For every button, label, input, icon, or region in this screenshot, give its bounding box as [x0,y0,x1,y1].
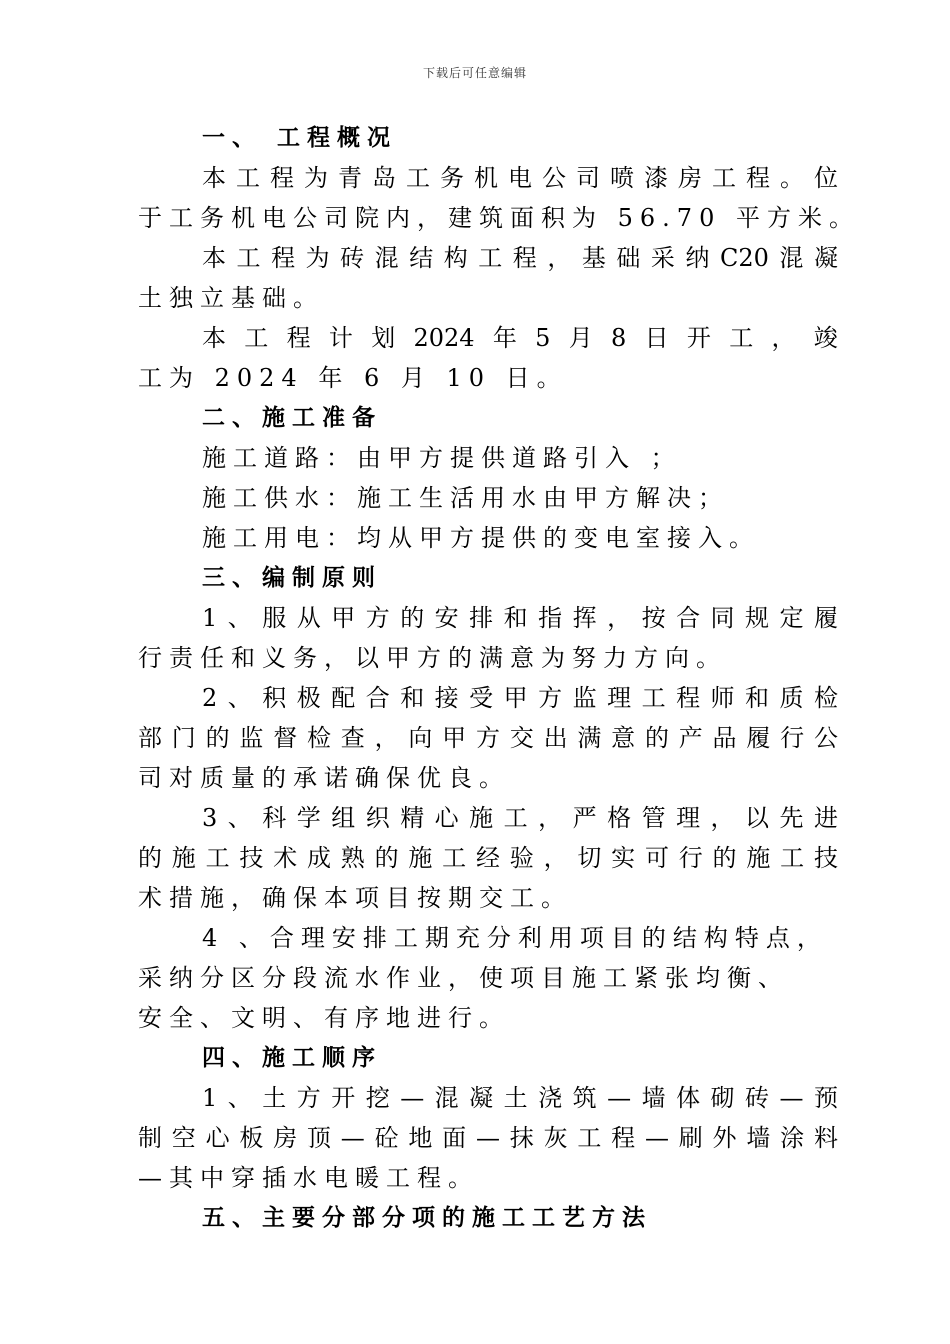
paragraph-line: 土独立基础。 [138,284,324,312]
section-heading: 一、 工程概况 [202,125,398,151]
paragraph-line: 的 施 工 技 术 成 熟 的 施 工 经 验 ， 切 实 可 行 的 施 工 技 [138,844,838,872]
section-heading: 五、主要分部分项的施工工艺方法 [202,1205,652,1231]
section-heading: 二、施工准备 [202,405,382,431]
paragraph-line: 1 、 服 从 甲 方 的 安 排 和 指 挥 ， 按 合 同 规 定 履 [202,604,838,632]
paragraph-line: 采纳分区分段流水作业，使项目施工紧张均衡、 [138,964,789,992]
paragraph-line: 4 、合理安排工期充分利用项目的结构特点， [202,924,828,952]
paragraph-line: 安全、文明、有序地进行。 [138,1004,510,1032]
paragraph-line: —其中穿插水电暖工程。 [138,1164,479,1192]
section-heading: 四、施工顺序 [202,1045,382,1071]
paragraph-line: 本 工 程 为 青 岛 工 务 机 电 公 司 喷 漆 房 工 程 。 位 [202,164,838,192]
paragraph-line: 施工供水：施工生活用水由甲方解决； [202,484,729,512]
paragraph-line: 行责任和义务，以甲方的满意为努力方向。 [138,644,727,672]
paragraph-line: 本 工 程 计 划 2024 年 5 月 8 日 开 工 ， 竣 [202,324,838,352]
section-heading: 三、编制原则 [202,565,382,591]
paragraph-line: 制 空 心 板 房 顶 — 砼 地 面 — 抹 灰 工 程 — 刷 外 墙 涂 料 [138,1124,838,1152]
paragraph-line: 3 、 科 学 组 织 精 心 施 工 ， 严 格 管 理 ， 以 先 进 [202,804,838,832]
paragraph-line: 司对质量的承诺确保优良。 [138,764,510,792]
paragraph-line: 2 、 积 极 配 合 和 接 受 甲 方 监 理 工 程 师 和 质 检 [202,684,838,712]
paragraph-line: 本 工 程 为 砖 混 结 构 工 程 ， 基 础 采 纳 C20 混 凝 [202,244,838,272]
paragraph-line: 工为 2024 年 6 月 10 日。 [138,364,568,392]
paragraph-line: 部 门 的 监 督 检 查 ， 向 甲 方 交 出 满 意 的 产 品 履 行 公 [138,724,838,752]
paragraph-line: 术措施，确保本项目按期交工。 [138,884,572,912]
document-body [138,118,860,1238]
paragraph-line: 施工道路：由甲方提供道路引入 ； [202,444,682,472]
paragraph-line: 1 、 土 方 开 挖 — 混 凝 土 浇 筑 — 墙 体 砌 砖 — 预 [202,1084,838,1112]
paragraph-line: 施工用电：均从甲方提供的变电室接入。 [202,524,760,552]
paragraph-line: 于工务机电公司院内，建筑面积为 56.70 平方米。 [138,204,860,232]
page-header: 下载后可任意编辑 [422,66,527,80]
